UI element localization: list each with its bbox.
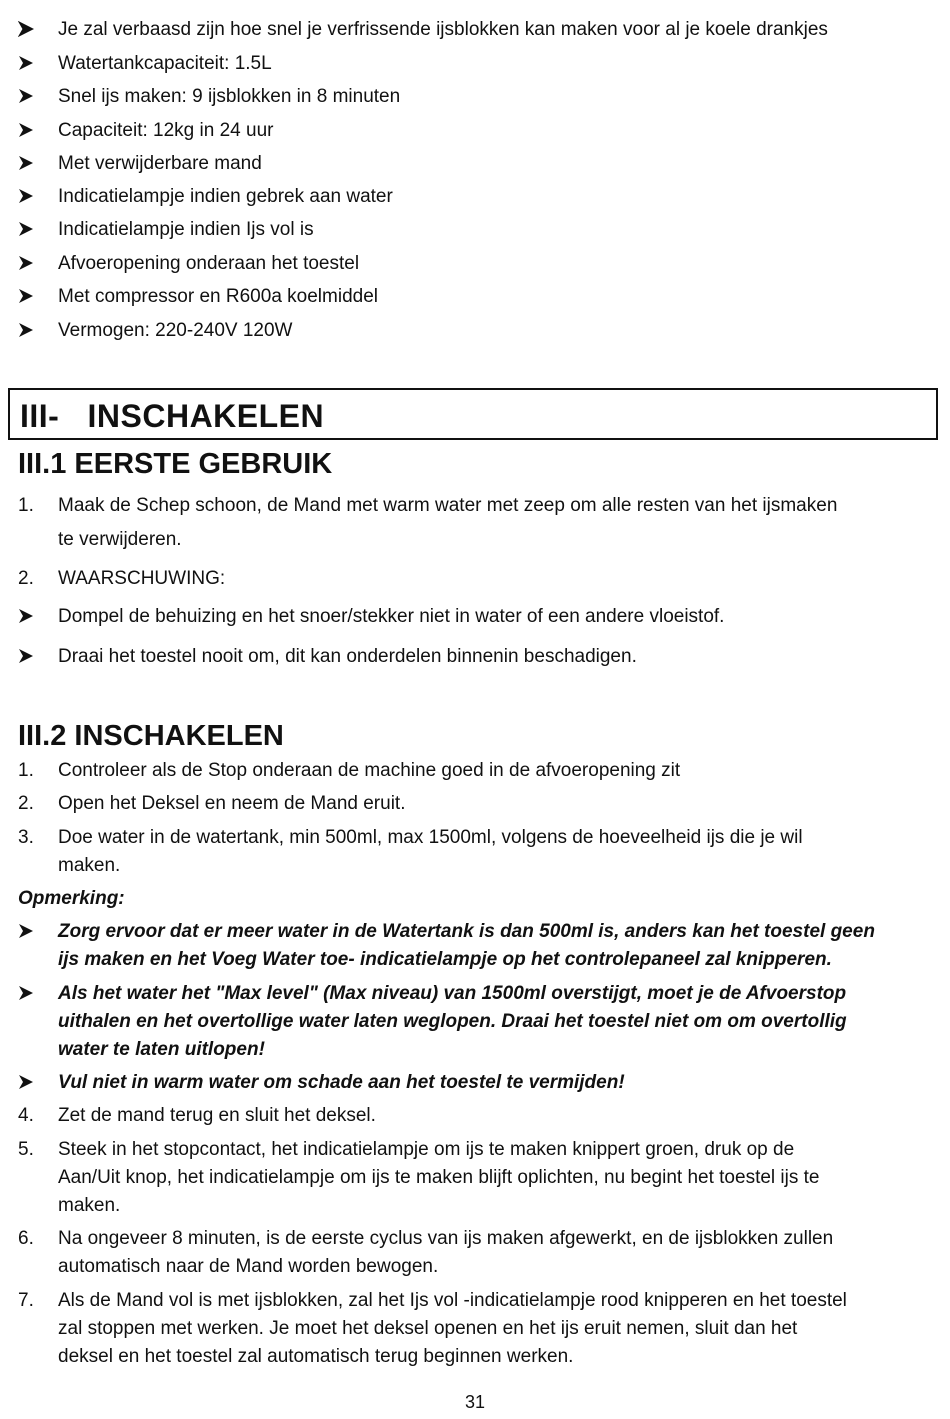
arrow-bullet-icon [18, 1069, 48, 1099]
item-line: Maak de Schep schoon, de Mand met warm water met zeep om alle resten van het ijsmaken [58, 495, 838, 516]
item-number: 2. [18, 793, 34, 814]
item-line: Aan/Uit knop, het indicatielampje om ijs te maken blijft oplichten, nu begint het toestel ijs te [58, 1167, 820, 1188]
note-text: Vul niet in warm water om schade aan het toestel te vermijden! [58, 1072, 625, 1093]
item-line: maken. [58, 855, 121, 876]
item-number: 6. [18, 1228, 34, 1249]
note-line: Als het water het "Max level" (Max niveau) van 1500ml overstijgt, moet je de Afvoerstop [58, 983, 847, 1004]
feature-text: Met verwijderbare mand [58, 153, 262, 174]
warning-text: Draai het toestel nooit om, dit kan onderdelen binnenin beschadigen. [58, 646, 637, 667]
item-text: Controleer als de Stop onderaan de machine goed in de afvoeropening zit [58, 760, 681, 781]
item-number: 5. [18, 1139, 34, 1160]
arrow-bullet-icon [18, 250, 48, 280]
subsection-title-first-use: III.1 EERSTE GEBRUIK [18, 448, 333, 480]
item-text: Zet de mand terug en sluit het deksel. [58, 1105, 376, 1126]
feature-text: Je zal verbaasd zijn hoe snel je verfrissende ijsblokken kan maken voor al je koele drankjes [58, 19, 828, 40]
note-line: uithalen en het overtollige water laten weglopen. Draai het toestel niet om om overtollig [58, 1011, 847, 1032]
item-number: 7. [18, 1290, 34, 1311]
feature-text: Indicatielampje indien Ijs vol is [58, 219, 314, 240]
item-text [58, 1225, 833, 1281]
arrow-bullet-icon [18, 16, 48, 46]
arrow-bullet-icon [18, 150, 48, 180]
item-line: Doe water in de watertank, min 500ml, max 1500ml, volgens de hoeveelheid ijs die je wil [58, 827, 803, 848]
subsection-title-switch-on: III.2 INSCHAKELEN [18, 720, 284, 752]
warning-label: WAARSCHUWING: [58, 568, 226, 589]
arrow-bullet-icon [18, 603, 48, 633]
item-line: maken. [58, 1195, 121, 1216]
feature-text: Snel ijs maken: 9 ijsblokken in 8 minuten [58, 86, 401, 107]
item-line: automatisch naar de Mand worden bewogen. [58, 1256, 439, 1277]
arrow-bullet-icon [18, 980, 48, 1010]
item-text: Open het Deksel en neem de Mand eruit. [58, 793, 406, 814]
feature-text: Afvoeropening onderaan het toestel [58, 253, 360, 274]
arrow-bullet-icon [18, 317, 48, 347]
feature-text: Met compressor en R600a koelmiddel [58, 286, 378, 307]
feature-text: Indicatielampje indien gebrek aan water [58, 186, 393, 207]
arrow-bullet-icon [18, 283, 48, 313]
item-text [58, 1287, 847, 1371]
item-line: Steek in het stopcontact, het indicatielampje om ijs te maken knippert groen, druk op de [58, 1139, 795, 1160]
item-line: Als de Mand vol is met ijsblokken, zal het Ijs vol -indicatielampje rood knipperen en het toestel [58, 1290, 847, 1311]
arrow-bullet-icon [18, 50, 48, 80]
arrow-bullet-icon [18, 83, 48, 113]
item-number: 4. [18, 1105, 34, 1126]
item-line: Na ongeveer 8 minuten, is de eerste cyclus van ijs maken afgewerkt, en de ijsblokken zullen [58, 1228, 834, 1249]
item-text [58, 1136, 819, 1220]
feature-text: Watertankcapaciteit: 1.5L [58, 53, 272, 74]
note-text [58, 918, 875, 974]
item-text [58, 824, 803, 880]
arrow-bullet-icon [18, 216, 48, 246]
item-line: deksel en het toestel zal automatisch terug beginnen werken. [58, 1346, 574, 1367]
arrow-bullet-icon [18, 117, 48, 147]
item-number: 3. [18, 827, 34, 848]
section-heading-box [8, 388, 938, 440]
item-text [58, 492, 837, 554]
note-line: Zorg ervoor dat er meer water in de Watertank is dan 500ml is, anders kan het toestel geen [58, 921, 875, 942]
page-number: 31 [464, 1392, 486, 1412]
arrow-bullet-icon [18, 918, 48, 948]
feature-text: Vermogen: 220-240V 120W [58, 320, 293, 341]
item-line: zal stoppen met werken. Je moet het deksel openen en het ijs eruit nemen, sluit dan het [58, 1318, 798, 1339]
arrow-bullet-icon [18, 183, 48, 213]
item-line: te verwijderen. [58, 529, 182, 550]
item-number: 1. [18, 495, 34, 516]
item-number: 2. [18, 568, 34, 589]
note-line: water te laten uitlopen! [58, 1039, 265, 1060]
arrow-bullet-icon [18, 643, 48, 673]
item-number: 1. [18, 760, 34, 781]
note-label: Opmerking: [18, 888, 125, 909]
note-line: ijs maken en het Voeg Water toe- indicatielampje op het controlepaneel zal knipperen. [58, 949, 832, 970]
note-text [58, 980, 847, 1064]
section-title: III- INSCHAKELEN [20, 398, 325, 434]
warning-text: Dompel de behuizing en het snoer/stekker niet in water of een andere vloeistof. [58, 606, 725, 627]
feature-text: Capaciteit: 12kg in 24 uur [58, 120, 274, 141]
